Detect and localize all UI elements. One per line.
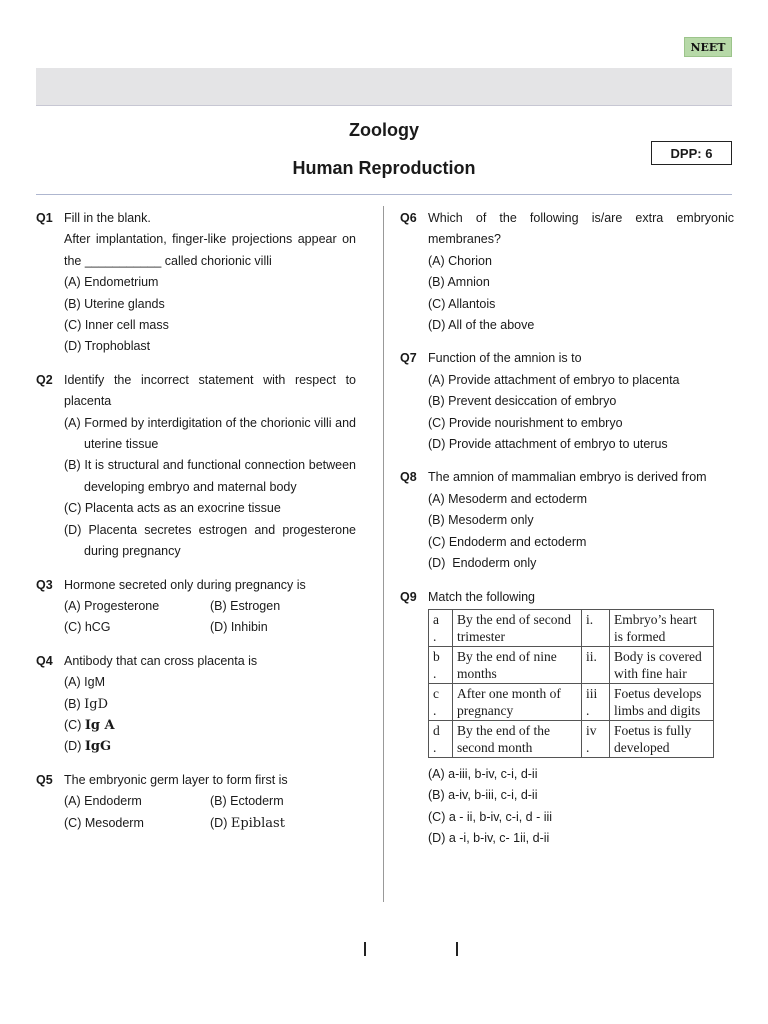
- option-d: [64, 736, 356, 757]
- option-c: [64, 813, 210, 834]
- question-text: Identify the incorrect statement with respect to placenta: [64, 372, 356, 409]
- option-label: (B): [210, 794, 231, 809]
- option-d: (D) Placenta secretes estrogen and progesterone during pregnancy: [64, 522, 356, 559]
- question-text: After implantation, finger-like projections appear on the ___________ called chorionic villi: [64, 232, 356, 268]
- question-8: [400, 467, 734, 574]
- match-key: b .: [429, 646, 453, 683]
- option-value: IgD: [84, 696, 109, 712]
- option-d: (D) Trophoblast: [64, 339, 151, 354]
- dpp-label: DPP: 6: [651, 141, 732, 165]
- question-5: [36, 770, 356, 834]
- match-numeral: ii.: [582, 646, 610, 683]
- match-column-1: By the end of nine months: [453, 646, 582, 683]
- option-value: Ig A: [84, 717, 115, 733]
- option-a: [64, 672, 356, 693]
- right-column: [400, 208, 734, 850]
- option-label: (A): [64, 675, 85, 690]
- match-numeral: i.: [582, 609, 610, 646]
- option-d: (D) Endoderm only: [428, 556, 537, 571]
- question-number: Q3: [36, 577, 53, 592]
- question-text: Match the following: [428, 589, 536, 604]
- question-text: Function of the amnion is to: [428, 351, 582, 366]
- header-bar: [36, 68, 732, 106]
- match-row: [429, 720, 714, 757]
- question-text: Which of the following is/are extra embryonic membranes?: [428, 211, 734, 247]
- question-text: Hormone secreted only during pregnancy is: [64, 577, 306, 592]
- option-c: (C) Placenta acts as an exocrine tissue: [64, 501, 281, 516]
- question-number: Q9: [400, 589, 417, 604]
- option-c: (C) Endoderm and ectoderm: [428, 534, 587, 549]
- option-d: [210, 813, 356, 834]
- option-c: (C) a - ii, b-iv, c-i, d - iii: [428, 809, 553, 824]
- option-value: IgM: [84, 675, 105, 690]
- match-column-2: Foetus is fully developed: [610, 720, 714, 757]
- question-3: [36, 575, 356, 639]
- question-number: Q7: [400, 351, 417, 366]
- question-9: [400, 587, 734, 850]
- question-text: The amnion of mammalian embryo is derived from: [428, 470, 707, 485]
- option-label: (D): [210, 815, 231, 830]
- option-c: (C) Inner cell mass: [64, 318, 169, 333]
- column-divider: [383, 206, 384, 902]
- option-b: [64, 694, 356, 715]
- option-value: Endoderm: [84, 794, 142, 809]
- option-b: (B) Mesoderm only: [428, 513, 534, 528]
- question-number: Q6: [400, 211, 417, 225]
- option-b: (B) a-iv, b-iii, c-i, d-ii: [428, 788, 538, 803]
- match-numeral: iv .: [582, 720, 610, 757]
- option-label: (A): [64, 794, 85, 809]
- option-c: (C) Allantois: [428, 296, 496, 311]
- match-column-2: Foetus develops limbs and digits: [610, 683, 714, 720]
- question-number: Q8: [400, 470, 417, 485]
- option-b: [210, 791, 356, 812]
- option-b: (B) Prevent desiccation of embryo: [428, 394, 617, 409]
- match-key: a .: [429, 609, 453, 646]
- subject-title: Zoology: [349, 120, 419, 140]
- match-row: [429, 609, 714, 646]
- option-d: (D) Provide attachment of embryo to uterus: [428, 437, 668, 452]
- match-column-2: Body is covered with fine hair: [610, 646, 714, 683]
- match-key: d .: [429, 720, 453, 757]
- question-number: Q5: [36, 772, 53, 787]
- option-a: (A) Mesoderm and ectoderm: [428, 491, 588, 506]
- question-instruction: Fill in the blank.: [64, 211, 151, 225]
- option-a: [64, 791, 210, 812]
- option-b: (B) It is structural and functional connection between developing embryo and maternal body: [64, 458, 356, 494]
- option-a: (A) Chorion: [428, 253, 492, 268]
- question-text: The embryonic germ layer to form first is: [64, 772, 288, 787]
- question-4: [36, 651, 356, 758]
- question-6: [400, 208, 734, 336]
- question-1: [36, 208, 356, 358]
- question-number: Q2: [36, 372, 53, 387]
- option-c: [64, 715, 356, 736]
- option-c: (C) hCG: [64, 620, 111, 635]
- option-a: (A) a-iii, b-iv, c-i, d-ii: [428, 766, 538, 781]
- option-b: (B) Estrogen: [210, 598, 281, 613]
- option-d: (D) All of the above: [428, 318, 535, 333]
- option-b: (B) Amnion: [428, 275, 490, 290]
- footer-mark-right: [456, 942, 458, 956]
- option-c: (C) Provide nourishment to embryo: [428, 415, 623, 430]
- options-grid: [64, 791, 356, 834]
- option-a: (A) Endometrium: [64, 275, 159, 290]
- footer-mark-left: [364, 942, 366, 956]
- question-2: [36, 370, 356, 563]
- option-label: (C): [64, 815, 85, 830]
- match-row: [429, 683, 714, 720]
- question-7: [400, 348, 734, 455]
- match-key: c .: [429, 683, 453, 720]
- option-label: (C): [64, 717, 85, 732]
- chapter-title: Human Reproduction: [292, 158, 476, 178]
- question-text: Antibody that can cross placenta is: [64, 653, 258, 668]
- option-d: (D) Inhibin: [210, 620, 268, 635]
- option-a: (A) Progesterone: [64, 598, 160, 613]
- match-column-2: Embryo’s heart is formed: [610, 609, 714, 646]
- question-number: Q1: [36, 211, 53, 225]
- option-a: (A) Formed by interdigitation of the chorionic villi and uterine tissue: [64, 415, 356, 452]
- header-rule: [36, 194, 732, 195]
- option-value: Mesoderm: [84, 815, 144, 830]
- match-table: [428, 609, 714, 758]
- option-d: (D) a -i, b-iv, c- 1ii, d-ii: [428, 831, 550, 846]
- match-numeral: iii .: [582, 683, 610, 720]
- option-value: IgG: [84, 739, 112, 755]
- left-column: [36, 208, 356, 834]
- option-value: Epiblast: [230, 815, 285, 831]
- match-column-1: By the end of the second month: [453, 720, 582, 757]
- exam-badge: NEET: [684, 37, 732, 57]
- match-row: [429, 646, 714, 683]
- option-label: (B): [64, 696, 85, 711]
- option-label: (D): [64, 739, 85, 754]
- option-b: (B) Uterine glands: [64, 296, 165, 311]
- options-grid: [64, 596, 356, 639]
- match-column-1: After one month of pregnancy: [453, 683, 582, 720]
- option-value: Ectoderm: [230, 794, 284, 809]
- question-number: Q4: [36, 653, 53, 668]
- match-column-1: By the end of second trimester: [453, 609, 582, 646]
- match-table-body: [429, 609, 714, 757]
- option-a: (A) Provide attachment of embryo to placenta: [428, 372, 680, 387]
